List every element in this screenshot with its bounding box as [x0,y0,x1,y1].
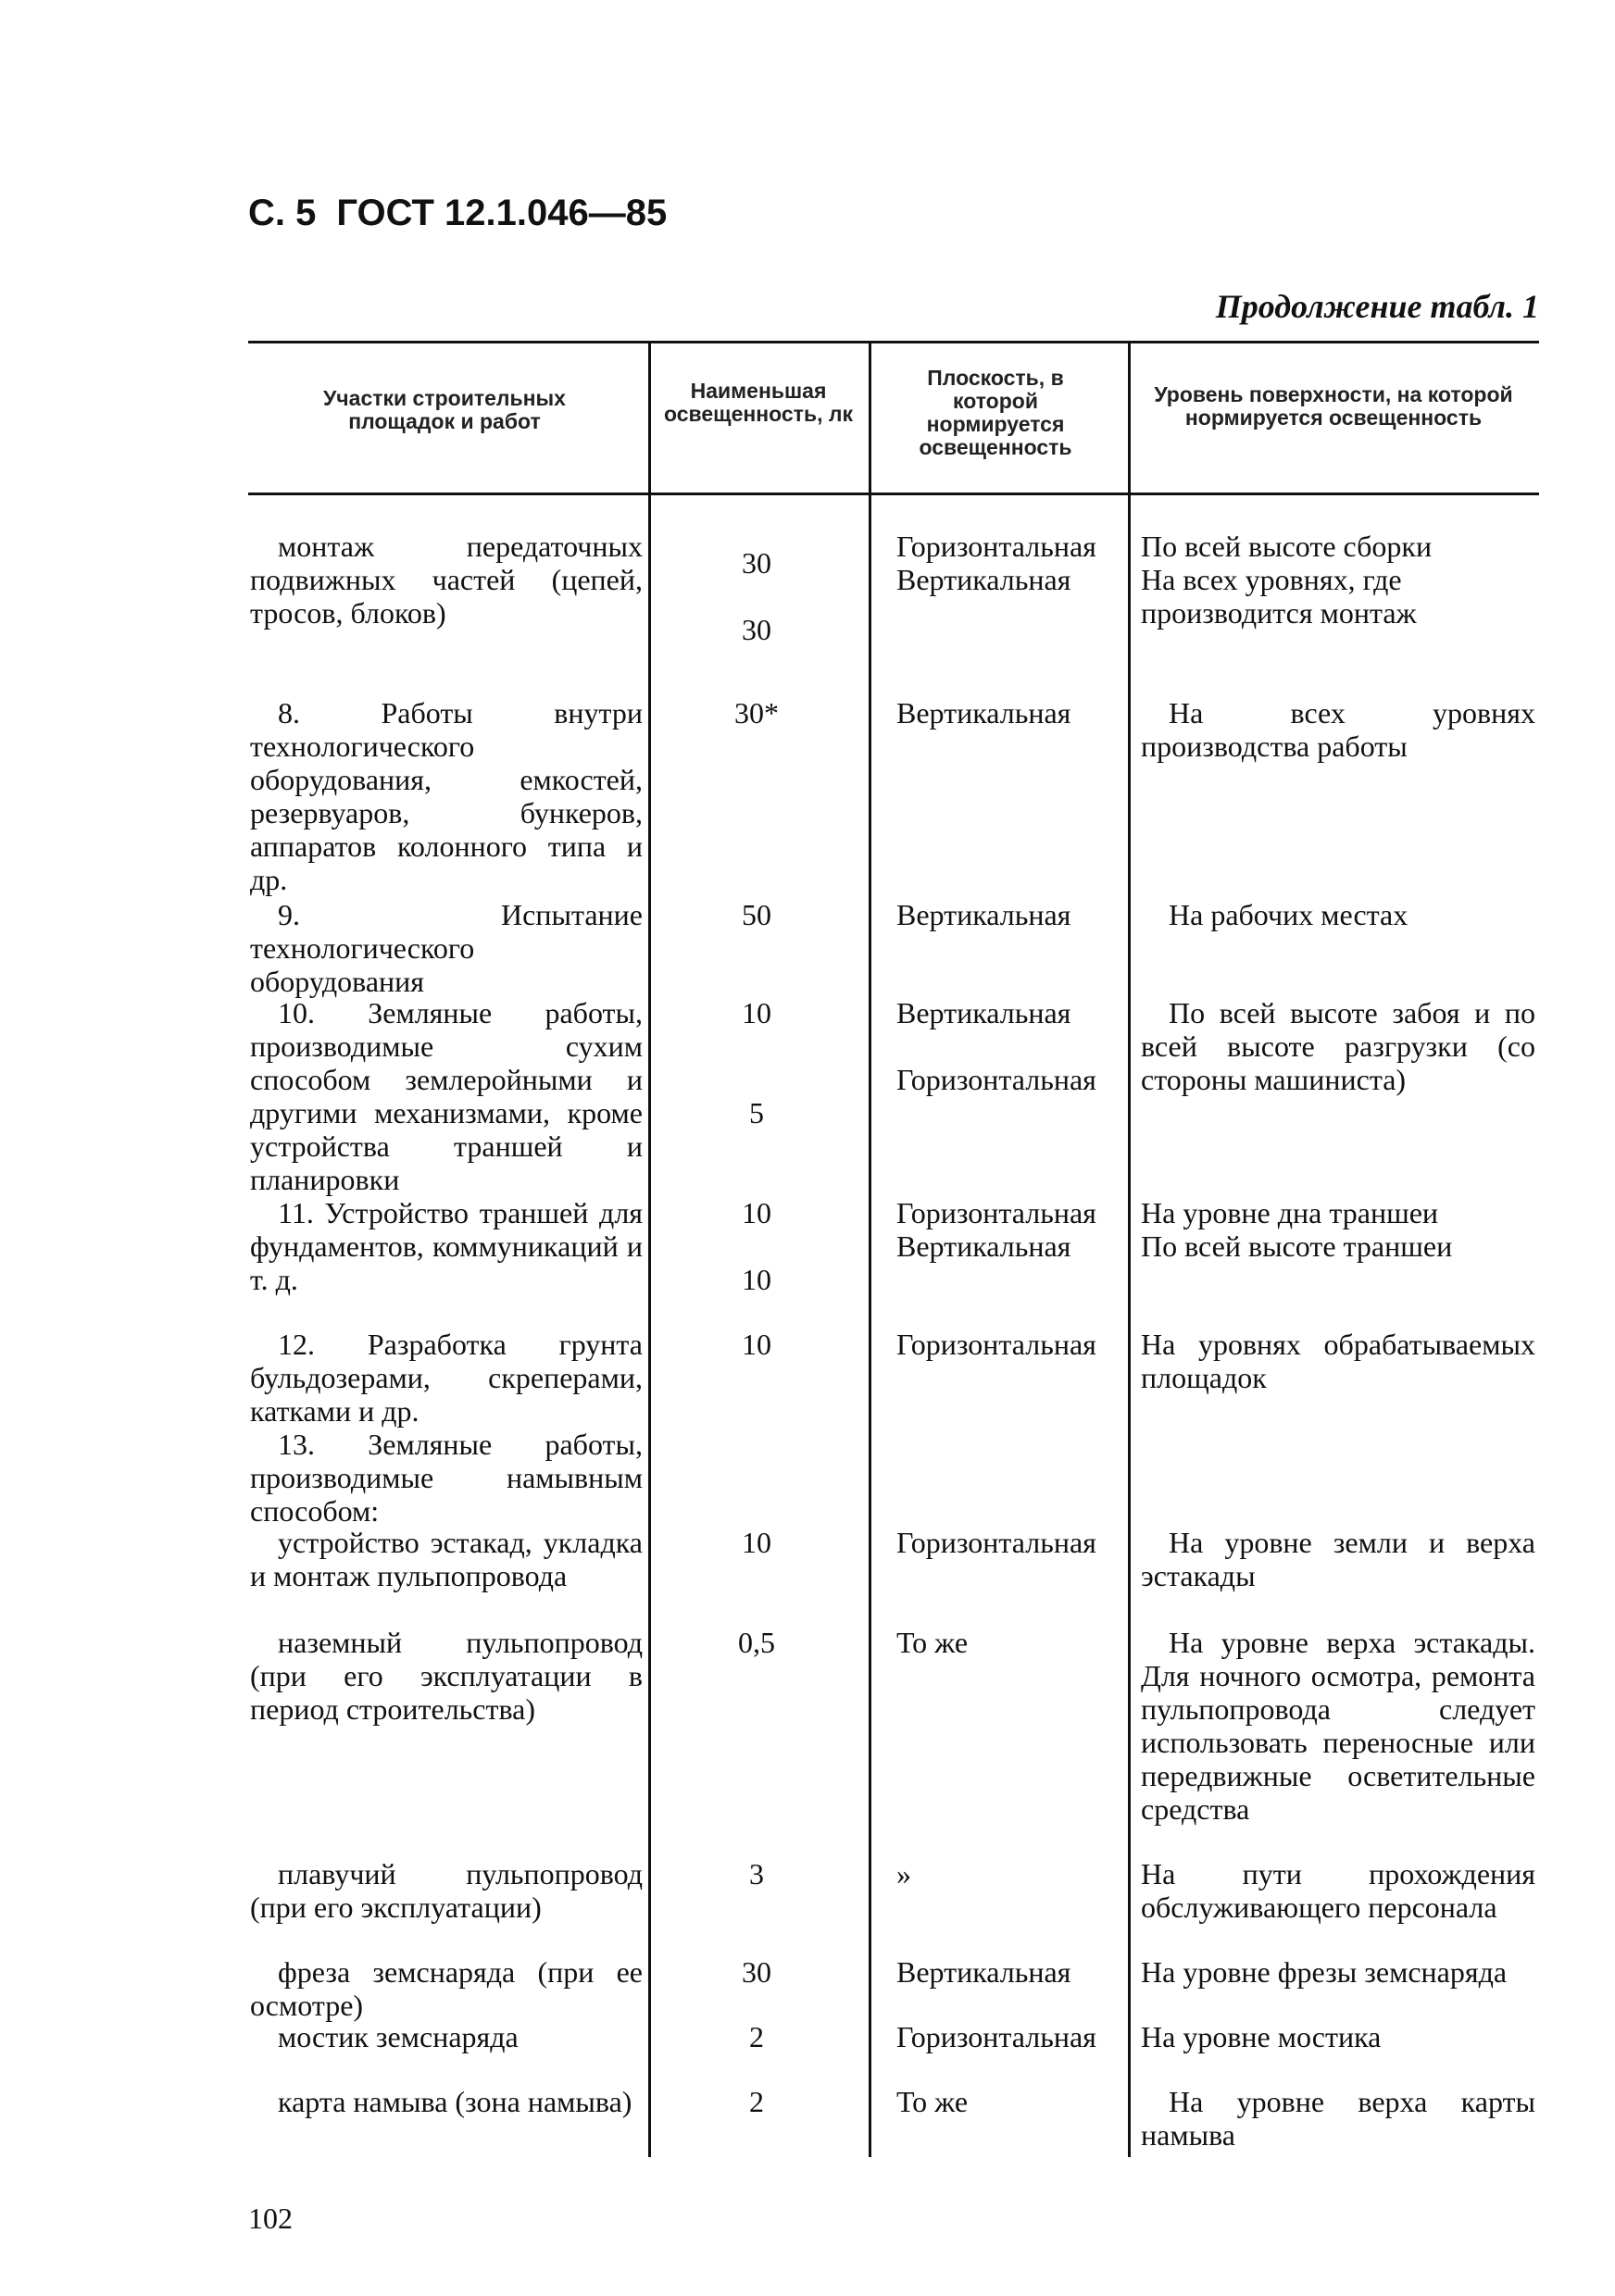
area-cell: монтаж передаточных подвижных частей (цепей, тросов, блоков) [250,530,643,630]
plane-cell: Горизонтальная Вертикальная [896,1196,1096,1263]
level-cell: На уровне верха карты намыва [1141,2085,1535,2152]
lux-cell: 10 5 [742,996,771,1129]
column-header-lux: Наименьшая освещенность, лк [664,379,853,426]
column-divider [1128,343,1131,2157]
level-cell: На уровне мостика [1141,2020,1382,2053]
lux-cell: 3 [749,1857,764,1890]
lux-cell: 10 10 [742,1196,771,1296]
level-cell: По всей высоте сборки На всех уровнях, где производится монтаж [1141,530,1433,630]
page-label: С. 5 [248,193,317,233]
area-cell: 9. Испытание технологического оборудования [250,898,643,998]
area-cell: мостик земснаряда [278,2020,519,2053]
table-top-rule [248,341,1539,343]
level-cell: По всей высоте забоя и по всей высоте разгрузки (со стороны машиниста) [1141,996,1535,1096]
lux-cell: 30* [734,696,779,730]
table-header-rule [248,493,1539,495]
lux-cell: 10 [742,1526,771,1559]
column-header-plane: Плоскость, в которой нормируется освещенность [919,366,1072,459]
plane-cell: Вертикальная Горизонтальная [896,996,1096,1096]
area-cell: 12. Разработка грунта бульдозерами, скреперами, катками и др. [250,1328,643,1428]
column-header-level: Уровень поверхности, на которой нормируется освещенность [1154,382,1513,430]
area-cell: 10. Земляные работы, производимые сухим способом землеройными и другими механизмами, кроме устройства траншей и планировки [250,996,643,1196]
plane-cell: » [896,1857,911,1890]
area-cell: устройство эстакад, укладка и монтаж пульпопровода [250,1526,643,1592]
level-cell: На уровне дна траншеи По всей высоте траншеи [1141,1196,1453,1263]
plane-cell: Горизонтальная [896,1328,1096,1361]
level-cell: На рабочих местах [1169,898,1408,931]
plane-cell: Горизонтальная [896,1526,1096,1559]
area-cell: фреза земснаряда (при ее осмотре) [250,1955,643,2022]
plane-cell: То же [896,2085,969,2118]
plane-cell: Вертикальная [896,696,1071,730]
plane-cell: Горизонтальная [896,2020,1096,2053]
lux-cell: 10 [742,1328,771,1361]
page-header [248,193,667,234]
plane-cell: То же [896,1626,969,1659]
level-cell: На уровне фрезы земснаряда [1141,1955,1508,1989]
lux-cell: 30 30 [742,546,771,646]
area-cell: 11. Устройство траншей для фундаментов, коммуникаций и т. д. [250,1196,643,1296]
lux-cell: 50 [742,898,771,931]
area-cell: карта намыва (зона намыва) [278,2085,632,2118]
plane-cell: Горизонтальная Вертикальная [896,530,1096,596]
level-cell: На уровне верха эстакады. Для ночного осмотра, ремонта пульпопровода следует использовать переносные или передвижные осветительные средства [1141,1626,1535,1826]
level-cell: На всех уровнях производства работы [1141,696,1535,763]
table-continuation-label: Продолжение табл. 1 [1215,288,1539,325]
lux-cell: 0,5 [738,1626,775,1659]
area-cell: 13. Земляные работы, производимые намывным способом: [250,1428,643,1528]
lux-cell: 30 [742,1955,771,1989]
level-cell: На уровнях обрабатываемых площадок [1141,1328,1535,1394]
level-cell: На пути прохождения обслуживающего персонала [1141,1857,1535,1924]
page-number: 102 [248,2202,293,2235]
level-cell: На уровне земли и верха эстакады [1141,1526,1535,1592]
column-divider [869,343,871,2157]
plane-cell: Вертикальная [896,898,1071,931]
area-cell: плавучий пульпопровод (при его эксплуатации) [250,1857,643,1924]
area-cell: 8. Работы внутри технологического оборудования, емкостей, резервуаров, бункеров, аппаратов колонного типа и др. [250,696,643,896]
standard-code: ГОСТ 12.1.046—85 [336,193,668,233]
lux-cell: 2 [749,2085,764,2118]
area-cell: наземный пульпопровод (при его эксплуатации в период строительства) [250,1626,643,1726]
column-header-area: Участки строительных площадок и работ [323,386,566,433]
lux-cell: 2 [749,2020,764,2053]
plane-cell: Вертикальная [896,1955,1071,1989]
column-divider [648,343,651,2157]
